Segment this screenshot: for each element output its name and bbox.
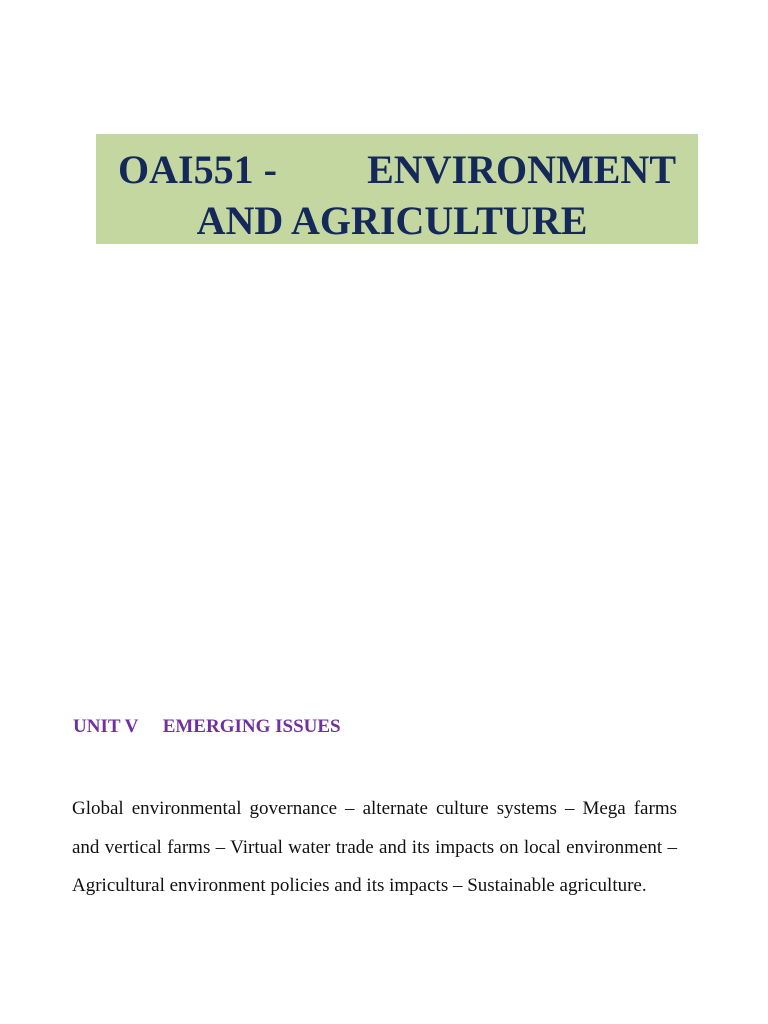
course-title-line-1 [118,144,676,195]
unit-topic: EMERGING ISSUES [162,716,341,737]
course-title-line-2: AND AGRICULTURE [196,198,588,243]
course-title-banner [96,134,698,244]
unit-number: UNIT V [73,716,138,737]
unit-heading [73,716,341,738]
course-title-word: ENVIRONMENT [367,147,676,192]
course-code: OAI551 - [118,147,277,192]
syllabus-paragraph: Global environmental governance – alternate culture systems – Mega farms and vertical farms – Virtual water trade and its impacts on local environment – Agricultural environment policies and its impacts – Sustainable agriculture. [72,798,677,897]
